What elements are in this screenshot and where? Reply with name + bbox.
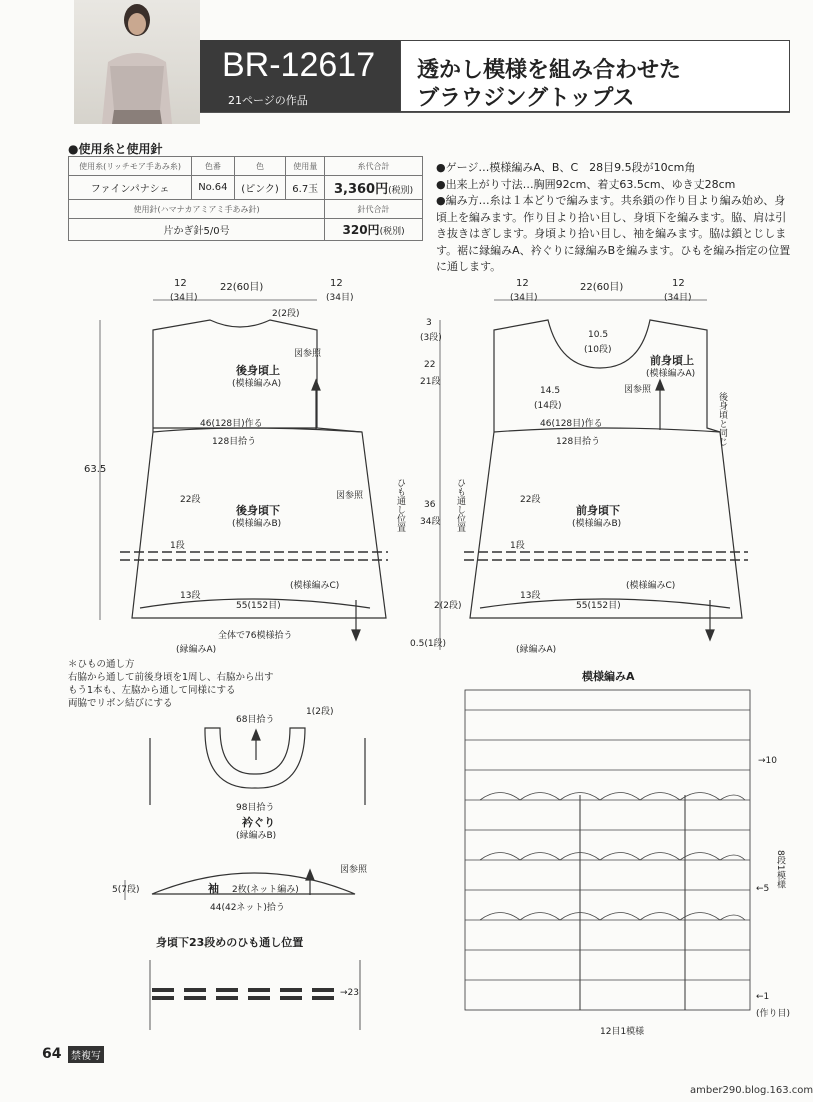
front-lower-sub: (模様編みB) xyxy=(572,519,622,529)
side-a-sub: (3段) xyxy=(420,333,442,343)
front-neck: 10.5 xyxy=(588,330,609,340)
pattern-title-line1: 透かし模様を組み合わせた xyxy=(417,58,682,83)
note-line2: 右脇から通して前後身頃を1周し、右脇から出す xyxy=(68,672,274,683)
note-line1: ＊ひもの通し方 xyxy=(68,659,135,670)
front-cast-on: 46(128目)作る xyxy=(540,419,603,429)
sleeve-pick: 44(42ネット)拾う xyxy=(210,903,285,913)
back-edgeA: (縁編みA) xyxy=(176,645,217,655)
front-neck-sub: (10段) xyxy=(584,345,612,355)
sleeve-see-fig: 図参照 xyxy=(340,865,368,875)
front-top-left: 12 xyxy=(516,278,529,289)
col-color: 色 xyxy=(234,157,286,176)
back-height: 63.5 xyxy=(84,464,107,475)
front-bottom: 55(152目) xyxy=(576,601,621,611)
collar-pick98: 98目拾う xyxy=(236,803,275,813)
side-a: 3 xyxy=(426,318,432,328)
patternA-repeat-rows: 8段1模様 xyxy=(775,850,785,889)
needle-price-tax: (税別) xyxy=(379,227,405,237)
front-upper: 前身頃上 xyxy=(650,354,694,367)
patternA-title: 模様編みA xyxy=(582,670,635,683)
back-lower-sub: (模様編みB) xyxy=(232,519,282,529)
col-yarn: 使用糸(リッチモア手あみ糸) xyxy=(69,157,192,176)
back-see-fig: 図参照 xyxy=(294,349,322,359)
cord-chart-row: →23 xyxy=(340,988,359,998)
gauge-text: ●ゲージ…模様編みA、B、C 28目9.5段が10cm角 xyxy=(436,161,696,174)
back-neck: 2(2段) xyxy=(272,309,300,319)
back-rows13: 13段 xyxy=(180,591,201,601)
materials-title: ●使用糸と使用針 xyxy=(68,142,163,156)
collar-rows1: 1(2段) xyxy=(306,707,334,717)
cord-note xyxy=(68,658,274,710)
cord-pos-1: ひも通し位置 xyxy=(395,478,405,532)
patternA-grid xyxy=(465,690,750,1010)
sleeve-height: 5(7段) xyxy=(112,885,140,895)
pattern-code: BR-12617 xyxy=(222,46,376,84)
back-top-right: 12 xyxy=(330,278,343,289)
patternA-r5: ←5 xyxy=(756,884,770,894)
patternA-start: (作り目) xyxy=(756,1009,791,1019)
back-pickup: 128目拾う xyxy=(212,437,257,447)
front-lower: 前身頃下 xyxy=(576,504,620,517)
back-rows22: 22段 xyxy=(180,495,201,505)
col-price: 糸代合計 xyxy=(325,157,423,176)
front-top-right: 12 xyxy=(672,278,685,289)
back-upper: 後身頃上 xyxy=(236,364,280,377)
back-top-left-sub: (34目) xyxy=(170,293,198,303)
col-color-no: 色番 xyxy=(192,157,235,176)
front-edgeA: (縁編みA) xyxy=(516,645,557,655)
back-patC: (模様編みC) xyxy=(290,581,340,591)
back-top-right-sub: (34目) xyxy=(326,293,354,303)
back-cast-on: 46(128目)作る xyxy=(200,419,263,429)
patternA-stitch-rows xyxy=(465,710,750,980)
watermark: amber290.blog.163.com xyxy=(690,1085,813,1096)
pattern-title-line2: ブラウジングトップス xyxy=(417,86,635,111)
cord-pos-2: ひも通し位置 xyxy=(455,478,465,532)
collar-name: 衿ぐり xyxy=(242,816,275,829)
collar-pick68: 68目拾う xyxy=(236,715,275,725)
back-bottom: 55(152目) xyxy=(236,601,281,611)
back-upper-sub: (模様編みA) xyxy=(232,379,282,389)
side-c-sub: 34段 xyxy=(420,517,441,527)
front-side-sub: (14段) xyxy=(534,401,562,411)
side-c: 36 xyxy=(424,500,436,510)
back-see-fig2: 図参照 xyxy=(336,491,364,501)
note-line4: 両脇でリボン結びにする xyxy=(68,698,173,709)
yarn-name: ファインパナシェ xyxy=(69,176,192,200)
needle-price-head: 針代合計 xyxy=(325,200,423,219)
side-e: 0.5(1段) xyxy=(410,639,447,649)
front-upper-sub: (模様編みA) xyxy=(646,369,696,379)
front-top-left-sub: (34目) xyxy=(510,293,538,303)
back-lower: 後身頃下 xyxy=(236,504,280,517)
note-line3: もう1本も、左脇から通して同様にする xyxy=(68,685,236,696)
copy-prohibited-badge: 禁複写 xyxy=(68,1046,104,1063)
back-top-mid: 22(60目) xyxy=(220,282,264,293)
front-side: 14.5 xyxy=(540,386,561,396)
front-top-mid: 22(60目) xyxy=(580,282,624,293)
yarn-price: 3,360円 xyxy=(333,182,389,197)
needle-price: 320円 xyxy=(342,223,380,237)
patternA-r10: →10 xyxy=(758,756,777,766)
page-number: 64 xyxy=(42,1046,62,1062)
front-rows13: 13段 xyxy=(520,591,541,601)
size-text: ●出来上がり寸法…胸囲92cm、着丈63.5cm、ゆき丈28cm xyxy=(436,177,736,191)
sleeve-name: 袖 xyxy=(208,882,219,895)
front-body-outline xyxy=(470,320,742,618)
collar-name-sub: (縁編みB) xyxy=(236,831,277,841)
side-b-sub: 21段 xyxy=(420,377,441,387)
yarn-color-no: No.64 xyxy=(192,176,235,200)
side-d: 2(2段) xyxy=(434,601,462,611)
method-text: ●編み方…糸は１本どりで編みます。共糸鎖の作り目より編み始め、身頃上を編みます。作り目より拾い目し、身頃下を編みます。脇、肩は引き抜きはぎします。身頃より拾い目し、袖を編みます。脇は鎖とじします。裾に縁編みA、衿ぐりに縁編みBを編みます。ひもを編み指定の位置に通します。 xyxy=(436,194,791,273)
patternA-repeat-stitches: 12目1模様 xyxy=(600,1027,645,1037)
sleeve-count: 2枚(ネット編み) xyxy=(232,885,299,895)
needle: 片かぎ針5/0号 xyxy=(69,219,325,241)
back-top-left: 12 xyxy=(174,278,187,289)
yarn-qty: 6.7玉 xyxy=(286,176,325,200)
page-reference: 21ページの作品 xyxy=(228,94,308,107)
front-rows22: 22段 xyxy=(520,495,541,505)
front-patC: (模様編みC) xyxy=(626,581,676,591)
front-top-right-sub: (34目) xyxy=(664,293,692,303)
yarn-color: (ピンク) xyxy=(234,176,286,200)
needle-head: 使用針(ハマナカアミアミ手あみ針) xyxy=(69,200,325,219)
col-qty: 使用量 xyxy=(286,157,325,176)
yarn-price-tax: (税別) xyxy=(388,186,414,196)
front-row1: 1段 xyxy=(510,541,525,551)
back-total-pick: 全体で76模様拾う xyxy=(218,631,293,641)
cord-position-chart xyxy=(152,988,334,1000)
side-b: 22 xyxy=(424,360,436,370)
back-row1: 1段 xyxy=(170,541,185,551)
front-pickup: 128目拾う xyxy=(556,437,601,447)
cord-chart-title: 身頃下23段めのひも通し位置 xyxy=(156,936,304,949)
patternA-r1: ←1 xyxy=(756,992,770,1002)
front-same-as-back: 後身頃と同じ xyxy=(717,392,727,446)
front-see-fig: 図参照 xyxy=(624,385,652,395)
